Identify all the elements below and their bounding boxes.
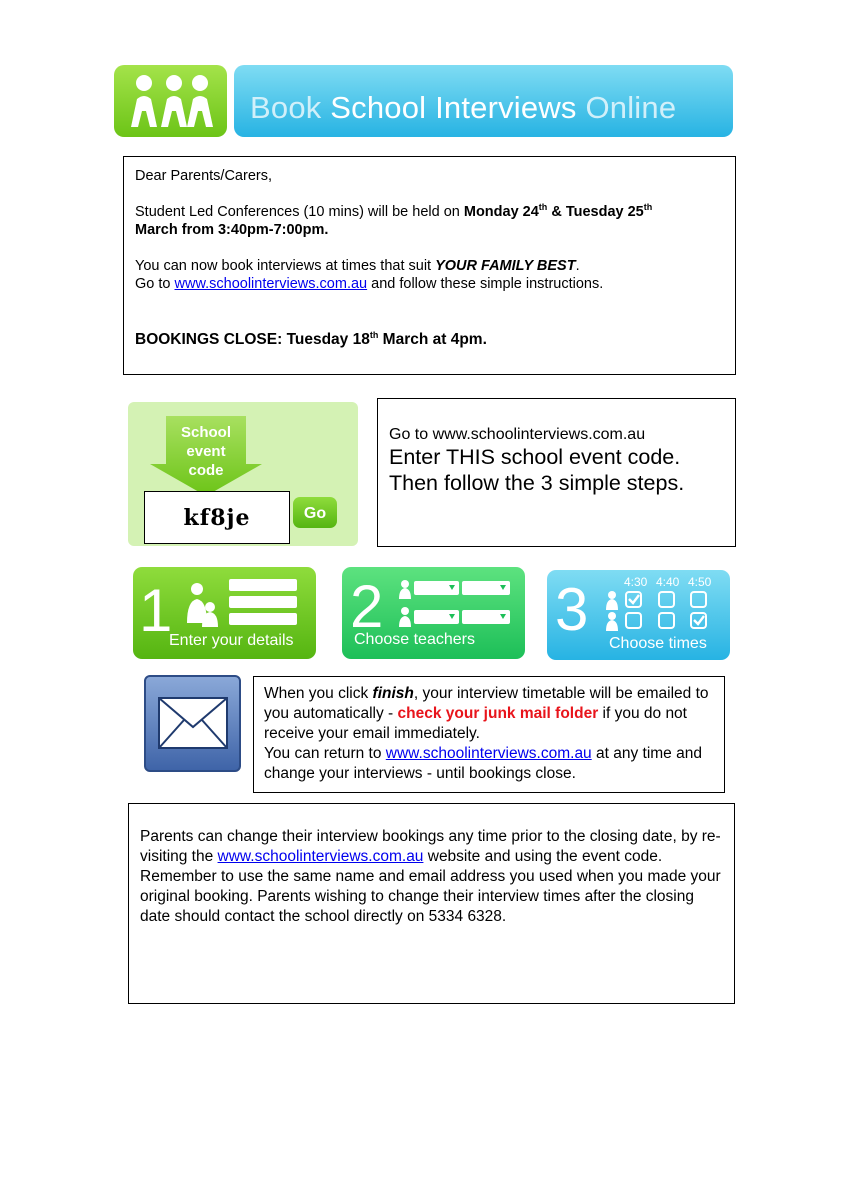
step-number: 1 [139,577,173,644]
time-slot-label: 4:30 [624,575,648,589]
envelope-icon [158,697,228,749]
step-choose-times [547,570,730,660]
step-number: 3 [555,576,589,643]
details-form-icon [185,577,301,629]
envelope-panel [144,675,241,772]
header-title: Book School Interviews Online [250,90,677,125]
time-slot-label: 4:40 [656,575,680,589]
email-info-box: When you click finish, your interview timetable will be emailed to you automatically - check your junk mail folder if you do not receive your email immediately. You can return to www.schoolinterviews.com.au at any time and change your interviews - until bookings close. [253,676,725,793]
teacher-dropdown-icon [398,577,516,629]
step-label: Choose teachers [354,631,475,648]
instructions-box [377,398,736,547]
people-icon [114,65,227,137]
step-enter-details [133,567,316,659]
website-link[interactable]: www.schoolinterviews.com.au [385,745,592,762]
step-label: Enter your details [169,632,294,649]
website-link[interactable]: www.schoolinterviews.com.au [217,848,424,865]
go-button[interactable]: Go [293,497,337,528]
greeting: Dear Parents/Carers, [135,168,272,184]
letter-box [123,156,736,375]
arrow-label: School event code [180,424,231,479]
booking-info: You can now book interviews at times that suit YOUR FAMILY BEST. Go to www.schoolinterviews.com.au and follow these simple instructions. [135,258,604,292]
step-choose-teachers [342,567,525,659]
conference-dates: Student Led Conferences (10 mins) will be held on Monday 24th & Tuesday 25th March from 3:40pm-7:00pm. [135,202,653,238]
instruction-goto: Go to www.schoolinterviews.com.au [389,426,646,443]
bookings-close: BOOKINGS CLOSE: Tuesday 18th March at 4pm. [135,329,487,348]
instruction-follow-steps: Then follow the 3 simple steps. [389,471,685,495]
step-label: Choose times [609,635,707,652]
header-banner [234,65,733,137]
website-link[interactable]: www.schoolinterviews.com.au [174,276,368,292]
change-booking-note: Parents can change their interview bookings any time prior to the closing date, by re-visiting the www.schoolinterviews.com.au website and using the event code. Remember to use the same name and email address you used when you made your original booking. Parents wishing to change their interview times after the closing date should contact the school directly on 5334 6328. [128,803,735,1004]
instruction-enter-code: Enter THIS school event code. [389,445,681,469]
time-checkbox-icon [605,590,715,632]
event-code-field[interactable]: kf8je [144,491,290,544]
time-slot-label: 4:50 [688,575,712,589]
step-number: 2 [350,573,384,640]
logo [114,65,227,137]
junk-mail-warning: check your junk mail folder [397,705,599,722]
